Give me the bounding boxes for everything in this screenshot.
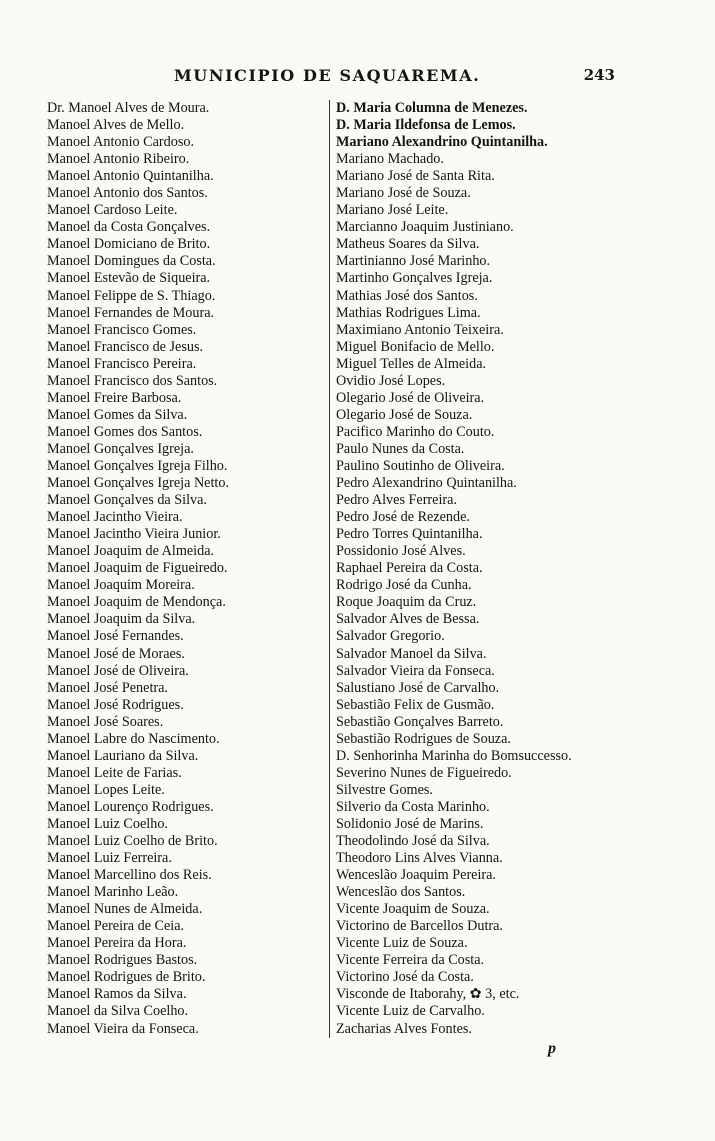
- list-item: Mariano Alexandrino Quintanilha.: [336, 134, 548, 151]
- list-item: Manoel Joaquim de Mendonça.: [47, 594, 226, 611]
- list-item: Sebastião Rodrigues de Souza.: [336, 730, 511, 747]
- list-item: Mariano José Leite.: [336, 202, 449, 219]
- list-item: Salustiano José de Carvalho.: [336, 679, 500, 696]
- list-item: Manoel Joaquim de Figueiredo.: [47, 560, 228, 577]
- left-column-list: [47, 100, 327, 1038]
- list-item: Mathias Rodrigues Lima.: [336, 304, 481, 321]
- list-item: Manoel Domiciano de Brito.: [47, 236, 211, 253]
- list-item: Manoel Ramos da Silva.: [47, 986, 187, 1003]
- list-item: Manoel Luiz Ferreira.: [47, 850, 172, 867]
- list-item: Manoel José Penetra.: [47, 679, 168, 696]
- list-item: Manoel Fernandes de Moura.: [47, 304, 215, 321]
- list-item: Manoel da Silva Coelho.: [47, 1003, 189, 1020]
- list-item: Olegario José de Souza.: [336, 406, 473, 423]
- list-item: D. Maria Ildefonsa de Lemos.: [336, 117, 516, 134]
- list-item: Manoel da Costa Gonçalves.: [47, 219, 211, 236]
- list-item: Manoel Gonçalves Igreja Netto.: [47, 475, 230, 492]
- list-item: Manoel Gomes da Silva.: [47, 406, 188, 423]
- list-item: Possidonio José Alves.: [336, 543, 466, 560]
- list-item: Manoel Rodrigues de Brito.: [47, 969, 206, 986]
- list-item: Manoel Luiz Coelho.: [47, 815, 168, 832]
- list-item: Wenceslão Joaquim Pereira.: [336, 867, 496, 884]
- list-item: D. Maria Columna de Menezes.: [336, 100, 528, 116]
- list-item: Pacifico Marinho do Couto.: [336, 423, 495, 440]
- list-item: Manoel Luiz Coelho de Brito.: [47, 833, 218, 850]
- list-item: Manoel Lopes Leite.: [47, 781, 165, 798]
- page-header: [0, 66, 715, 90]
- list-item: Manoel Labre do Nascimento.: [47, 730, 220, 747]
- list-item: Manoel Antonio Quintanilha.: [47, 168, 214, 185]
- list-item: Manoel Gonçalves Igreja Filho.: [47, 457, 228, 474]
- list-item: Mariano Machado.: [336, 151, 444, 168]
- list-item: D. Senhorinha Marinha do Bomsuccesso.: [336, 747, 572, 764]
- list-item: Manoel José Rodrigues.: [47, 696, 184, 713]
- list-item: Manoel José de Moraes.: [47, 645, 185, 662]
- list-item: Manoel Gomes dos Santos.: [47, 423, 203, 440]
- list-item: Salvador Alves de Bessa.: [336, 611, 480, 628]
- list-item: Salvador Manoel da Silva.: [336, 645, 487, 662]
- list-item: Manoel Pereira de Ceia.: [47, 918, 185, 935]
- list-item: Manoel Domingues da Costa.: [47, 253, 216, 270]
- list-item: Manoel Rodrigues Bastos.: [47, 952, 198, 969]
- list-item: Salvador Gregorio.: [336, 628, 445, 645]
- list-item: Theodoro Lins Alves Vianna.: [336, 850, 503, 867]
- list-item: Manoel Marcellino dos Reis.: [47, 867, 212, 884]
- list-item: Silverio da Costa Marinho.: [336, 798, 490, 815]
- list-item: Manoel Antonio Ribeiro.: [47, 151, 190, 168]
- list-item: Vicente Ferreira da Costa.: [336, 952, 485, 969]
- list-item: Maximiano Antonio Teixeira.: [336, 321, 504, 338]
- list-item: Manoel Pereira da Hora.: [47, 935, 187, 952]
- list-item: Raphael Pereira da Costa.: [336, 560, 483, 577]
- list-item: Manoel Antonio dos Santos.: [47, 185, 208, 202]
- list-item: Manoel José Fernandes.: [47, 628, 184, 645]
- list-item: Silvestre Gomes.: [336, 781, 433, 798]
- list-item: Roque Joaquim da Cruz.: [336, 594, 477, 611]
- list-item: Manoel Vieira da Fonseca.: [47, 1020, 199, 1037]
- list-item: Rodrigo José da Cunha.: [336, 577, 472, 594]
- list-item: Manoel Francisco Gomes.: [47, 321, 197, 338]
- list-item: Martinianno José Marinho.: [336, 253, 491, 270]
- list-item: Manoel Joaquim Moreira.: [47, 577, 195, 594]
- list-item: Vicente Luiz de Carvalho.: [336, 1003, 485, 1020]
- list-item: Sebastião Gonçalves Barreto.: [336, 713, 504, 730]
- list-item: Manoel Gonçalves da Silva.: [47, 492, 207, 509]
- list-item: Paulo Nunes da Costa.: [336, 440, 465, 457]
- list-item: Severino Nunes de Figueiredo.: [336, 764, 512, 781]
- list-item: Manoel Joaquim da Silva.: [47, 611, 196, 628]
- list-item: Salvador Vieira da Fonseca.: [336, 662, 495, 679]
- list-item: Paulino Soutinho de Oliveira.: [336, 457, 505, 474]
- list-item: Mathias José dos Santos.: [336, 287, 478, 304]
- list-item: Manoel Estevão de Siqueira.: [47, 270, 211, 287]
- list-item: Pedro José de Rezende.: [336, 509, 470, 526]
- list-item: Sebastião Felix de Gusmão.: [336, 696, 495, 713]
- list-item: Zacharias Alves Fontes.: [336, 1020, 472, 1037]
- page-number: 243: [583, 66, 615, 84]
- list-item: Manoel José de Oliveira.: [47, 662, 189, 679]
- list-item: Miguel Telles de Almeida.: [336, 355, 487, 372]
- list-item: Manoel Felippe de S. Thiago.: [47, 287, 216, 304]
- list-item: Manoel Gonçalves Igreja.: [47, 440, 194, 457]
- list-item: Mariano José de Santa Rita.: [336, 168, 495, 185]
- list-item: Manoel Freire Barbosa.: [47, 389, 182, 406]
- list-item: Pedro Torres Quintanilha.: [336, 526, 483, 543]
- list-item: Matheus Soares da Silva.: [336, 236, 480, 253]
- page-title: MUNICIPIO DE SAQUAREMA.: [174, 66, 481, 85]
- list-item: Victorino José da Costa.: [336, 969, 474, 986]
- list-item: Wenceslão dos Santos.: [336, 884, 466, 901]
- list-item: Manoel Jacintho Vieira.: [47, 509, 183, 526]
- list-item: Ovidio José Lopes.: [336, 372, 446, 389]
- list-item: Visconde de Itaborahy, ✿ 3, etc.: [336, 986, 520, 1003]
- list-item: Mariano José de Souza.: [336, 185, 471, 202]
- list-item: Manoel Marinho Leão.: [47, 884, 179, 901]
- list-item: Manoel Leite de Farias.: [47, 764, 182, 781]
- list-item: Manoel Antonio Cardoso.: [47, 134, 194, 151]
- list-item: Manoel Cardoso Leite.: [47, 202, 178, 219]
- list-item: Martinho Gonçalves Igreja.: [336, 270, 493, 287]
- right-column-list: [329, 100, 656, 1038]
- list-item: Solidonio José de Marins.: [336, 815, 484, 832]
- list-item: Olegario José de Oliveira.: [336, 389, 485, 406]
- list-item: Manoel Alves de Mello.: [47, 117, 185, 134]
- list-item: Manoel Francisco Pereira.: [47, 355, 197, 372]
- list-item: Manoel José Soares.: [47, 713, 164, 730]
- list-item: Manoel Jacintho Vieira Junior.: [47, 526, 221, 543]
- list-item: Miguel Bonifacio de Mello.: [336, 338, 495, 355]
- list-item: Dr. Manoel Alves de Moura.: [47, 100, 210, 116]
- list-item: Manoel Nunes de Almeida.: [47, 901, 203, 918]
- list-item: Manoel Francisco dos Santos.: [47, 372, 218, 389]
- list-item: Pedro Alexandrino Quintanilha.: [336, 475, 517, 492]
- signature-mark: p: [548, 1040, 556, 1057]
- list-item: Vicente Luiz de Souza.: [336, 935, 468, 952]
- list-item: Manoel Lourenço Rodrigues.: [47, 798, 214, 815]
- list-item: Manoel Lauriano da Silva.: [47, 747, 199, 764]
- list-item: Theodolindo José da Silva.: [336, 833, 490, 850]
- list-item: Pedro Alves Ferreira.: [336, 492, 457, 509]
- list-item: Marcianno Joaquim Justiniano.: [336, 219, 514, 236]
- list-item: Manoel Joaquim de Almeida.: [47, 543, 215, 560]
- list-item: Victorino de Barcellos Dutra.: [336, 918, 503, 935]
- list-item: Manoel Francisco de Jesus.: [47, 338, 204, 355]
- list-item: Vicente Joaquim de Souza.: [336, 901, 490, 918]
